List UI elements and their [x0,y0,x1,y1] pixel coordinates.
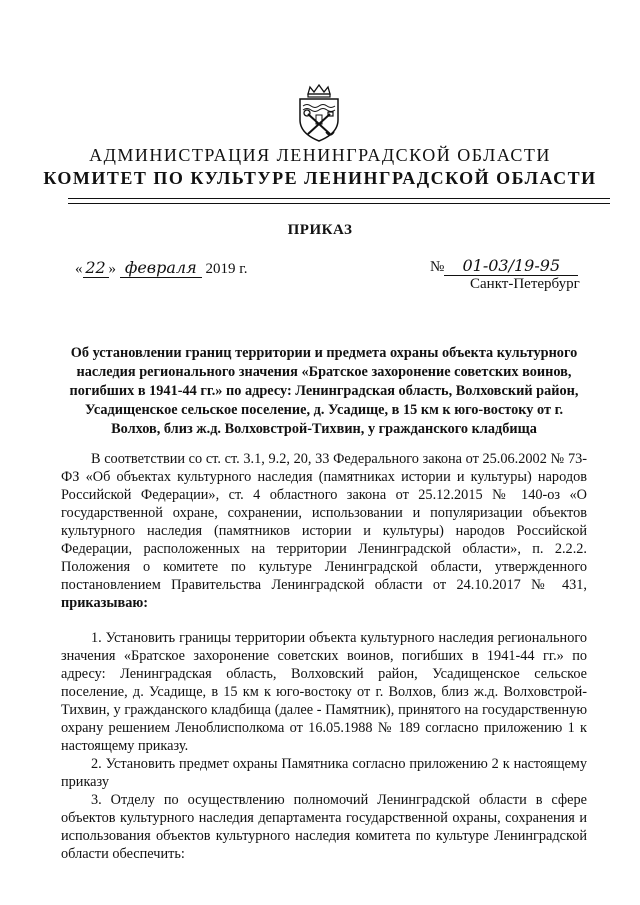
decree-word: приказываю: [61,595,149,611]
date-month-handwritten: февраля [120,258,202,278]
order-body [61,450,587,863]
item-1-paragraph: 1. Установить границы территории объекта культурного наследия регионального значения «Братское захоронение советских воинов, погибших в 1941-44 гг.» по адресу: Ленинградская область, Волховский район, Усадищенское сельское поселение, д. Усадище, в 15 км к юго-востоку от г. Волхов, близ ж.д. Волховстрой-Тихвин, у гражданского кладбища (далее - Памятник), принятого на государственную охрану решением Леноблисполкома от 16.05.1988 № 189 согласно приложению 1 к настоящему приказу. [61,630,587,754]
order-number [430,256,578,276]
date-day-handwritten: 22 [83,258,109,278]
coat-of-arms-icon [296,84,342,142]
date-year: 2019 г. [205,261,248,277]
item-3-paragraph: 3. Отделу по осуществлению полномочий Ленинградской области в сфере объектов культурного наследия департамента государственной охраны, сохранения и использования объектов культурного наследия комитета по культуре Ленинградской области обеспечить: [61,792,587,862]
preamble-paragraph [61,450,587,612]
order-date [75,258,247,278]
preamble-text: В соответствии со ст. ст. 3.1, 9.2, 20, 33 Федерального закона от 25.06.2002 № 73-ФЗ «Об объектах культурного наследия (памятниках истории и культуры) народов Российской Федерации», ст. 4 областного закона от 25.12.2015 № 140-оз «О государственной охране, сохранении, использовании и популяризации объектов культурного наследия (памятников истории и культуры) народов Российской Федерации, расположенных на территории Ленинградской области», п. 2.2.2. Положения о комитете по культуре Ленинградской области, утвержденного постановлением Правительства Ленинградской области от 24.10.2017 № 431, [61,451,587,593]
item-2-paragraph: 2. Установить предмет охраны Памятника согласно приложению 2 к настоящему приказу [61,756,587,790]
city-name: Санкт-Петербург [470,276,580,292]
date-quote-close: » [108,261,116,277]
header-rule-bottom [68,203,610,204]
org-name-line1: АДМИНИСТРАЦИЯ ЛЕНИНГРАДСКОЙ ОБЛАСТИ [89,145,551,165]
date-quote-open: « [75,261,83,277]
number-prefix: № [430,259,445,275]
header-rule-top [68,198,610,199]
number-handwritten: 01-03/19-95 [444,256,578,276]
document-title: ПРИКАЗ [287,222,353,238]
order-subject: Об установлении границ территории и предмета охраны объекта культурного наследия регионального значения «Братское захоронение советских воинов, погибших в 1941-44 гг.» по адресу: Ленинградская область, Волховский район, Усадищенское сельское поселение, д. Усадище, в 15 км к юго-востоку от г. Волхов, близ ж.д. Волховстрой-Тихвин, у гражданского кладбища [69,345,579,437]
org-name-line2: КОМИТЕТ ПО КУЛЬТУРЕ ЛЕНИНГРАДСКОЙ ОБЛАСТИ [43,168,597,188]
